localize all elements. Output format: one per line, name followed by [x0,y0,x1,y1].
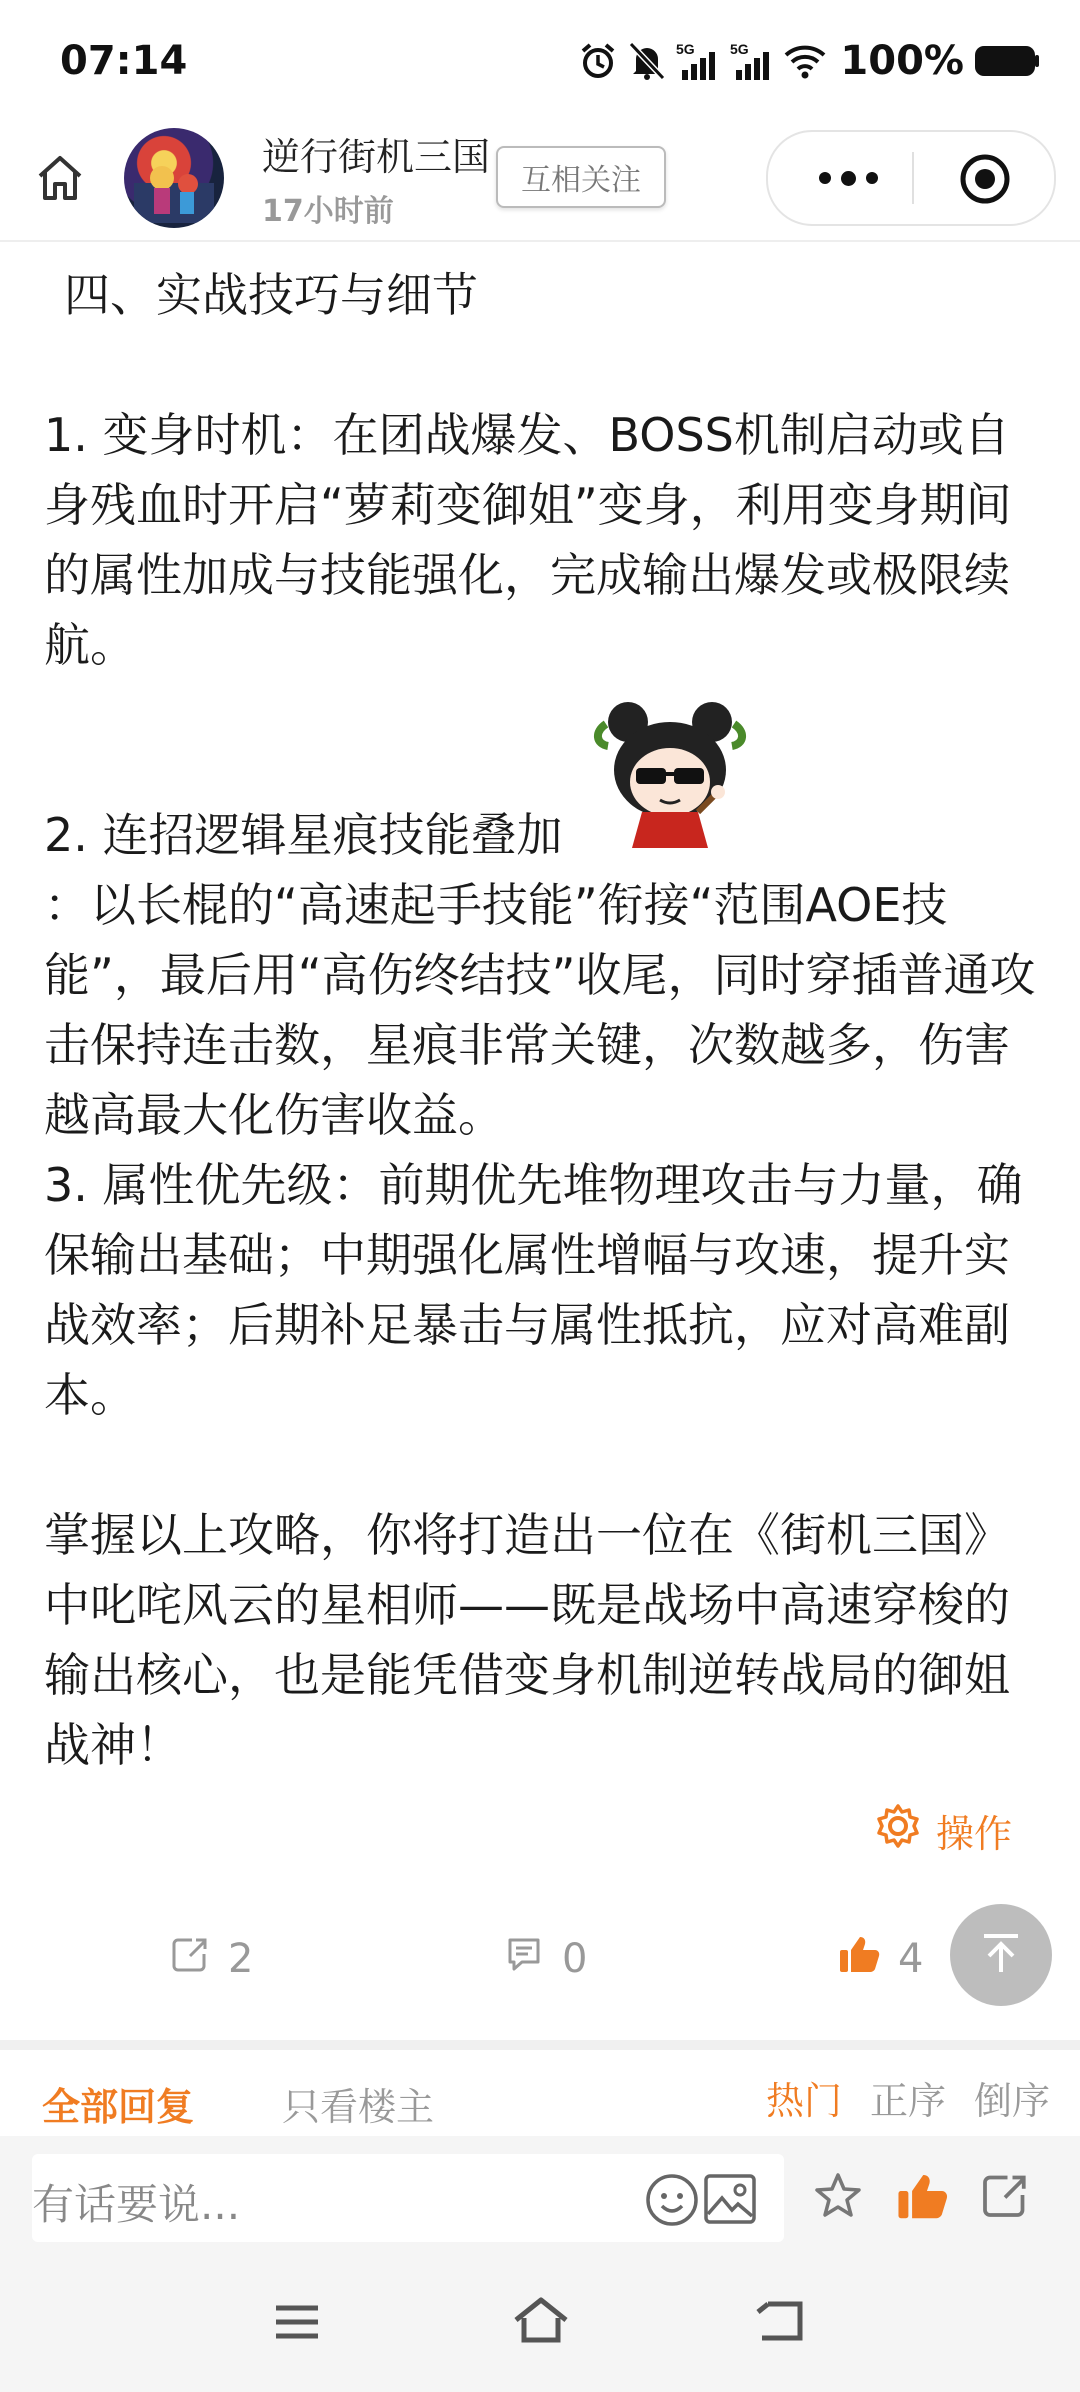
section-heading: 四、实战技巧与细节 [64,268,478,322]
article-paragraph: 1. 变身时机：在团战爆发、BOSS机制启动或自身残血时开启“萝莉变御姐”变身，利用变身期间的属性加成与技能强化，完成输出爆发或极限续航。 [44,408,1012,672]
status-bar [0,0,1080,110]
tab-owner-only[interactable]: 只看楼主 [282,2085,435,2129]
system-nav-bar [0,2256,1080,2392]
battery-icon [974,43,1040,79]
emoji-icon[interactable] [644,2172,700,2228]
status-time: 07:14 [60,38,188,84]
gear-icon [874,1802,922,1859]
follow-button[interactable]: 互相关注 [496,146,666,208]
reply-tabs [0,2050,1080,2138]
post-header [0,112,1080,242]
author-name[interactable]: 逆行街机三国 [262,135,491,179]
thumbs-up-icon[interactable] [896,2170,948,2222]
section-divider [0,2040,1080,2050]
operate-button[interactable] [874,1800,1012,1860]
post-time: 17小时前 [262,194,394,229]
share-icon[interactable] [980,2170,1030,2220]
battery-percentage: 100% [840,38,964,84]
operate-label: 操作 [936,1811,1013,1856]
capsule-divider [912,152,914,204]
bottom-input-bar [0,2136,1080,2256]
arrow-up-icon [976,1928,1026,1982]
share-icon [170,1934,210,1984]
scroll-to-top-button[interactable] [950,1904,1052,2006]
chibi-sticker-image [586,700,756,850]
menu-icon[interactable] [272,2300,322,2344]
signal-5g-icon [676,40,720,82]
share-count: 2 [228,1936,254,1982]
post-action-row [0,1900,1080,2032]
svg-text:5G: 5G [730,41,750,57]
back-icon[interactable] [752,2298,806,2344]
article-paragraph: 掌握以上攻略，你将打造出一位在《街机三国》中叱咤风云的星相师——既是战场中高速穿梭的输出核心，也是能凭借变身机制逆转战局的御姐战神！ [44,1508,1010,1772]
star-icon[interactable] [812,2170,864,2222]
like-action[interactable] [838,1934,923,1984]
close-mini-program-icon[interactable] [958,152,1012,206]
mute-icon [628,41,666,81]
share-action[interactable] [170,1934,253,1984]
status-icons [578,36,1040,86]
comment-input[interactable] [32,2154,784,2242]
mini-program-capsule [766,130,1056,226]
sort-descending[interactable]: 倒序 [974,2079,1051,2123]
article-paragraph: 2. 连招逻辑星痕技能叠加 ：以长棍的“高速起手技能”衔接“范围AOE技能”，最后用“高伤终结技”收尾，同时穿插普通攻击保持连击数，星痕非常关键，次数越多，伤害越高最大化伤害收益。 3. 属性优先级：前期优先堆物理攻击与力量，确保输出基础；中期强化属性增幅与攻速，提升实战效率；后期补足暴击与属性抵抗，应对高难副本。 [44,808,1036,1422]
like-count: 4 [898,1936,924,1982]
signal-5g-icon [730,40,774,82]
thumbs-up-icon [838,1934,880,1984]
comment-count: 0 [562,1936,588,1982]
home-icon[interactable] [510,2294,572,2346]
author-avatar[interactable] [124,128,224,228]
svg-text:5G: 5G [676,41,696,57]
wifi-icon [784,43,826,79]
comment-placeholder: 有话要说... [32,2180,241,2229]
tab-all-replies[interactable]: 全部回复 [42,2085,195,2129]
comment-action[interactable] [504,1934,587,1984]
more-icon[interactable] [808,154,888,202]
alarm-icon [578,41,618,81]
image-icon[interactable] [700,2170,760,2228]
sort-ascending[interactable]: 正序 [870,2079,947,2123]
home-icon[interactable] [34,152,86,204]
sort-hot[interactable]: 热门 [766,2079,843,2123]
comment-icon [504,1934,544,1984]
